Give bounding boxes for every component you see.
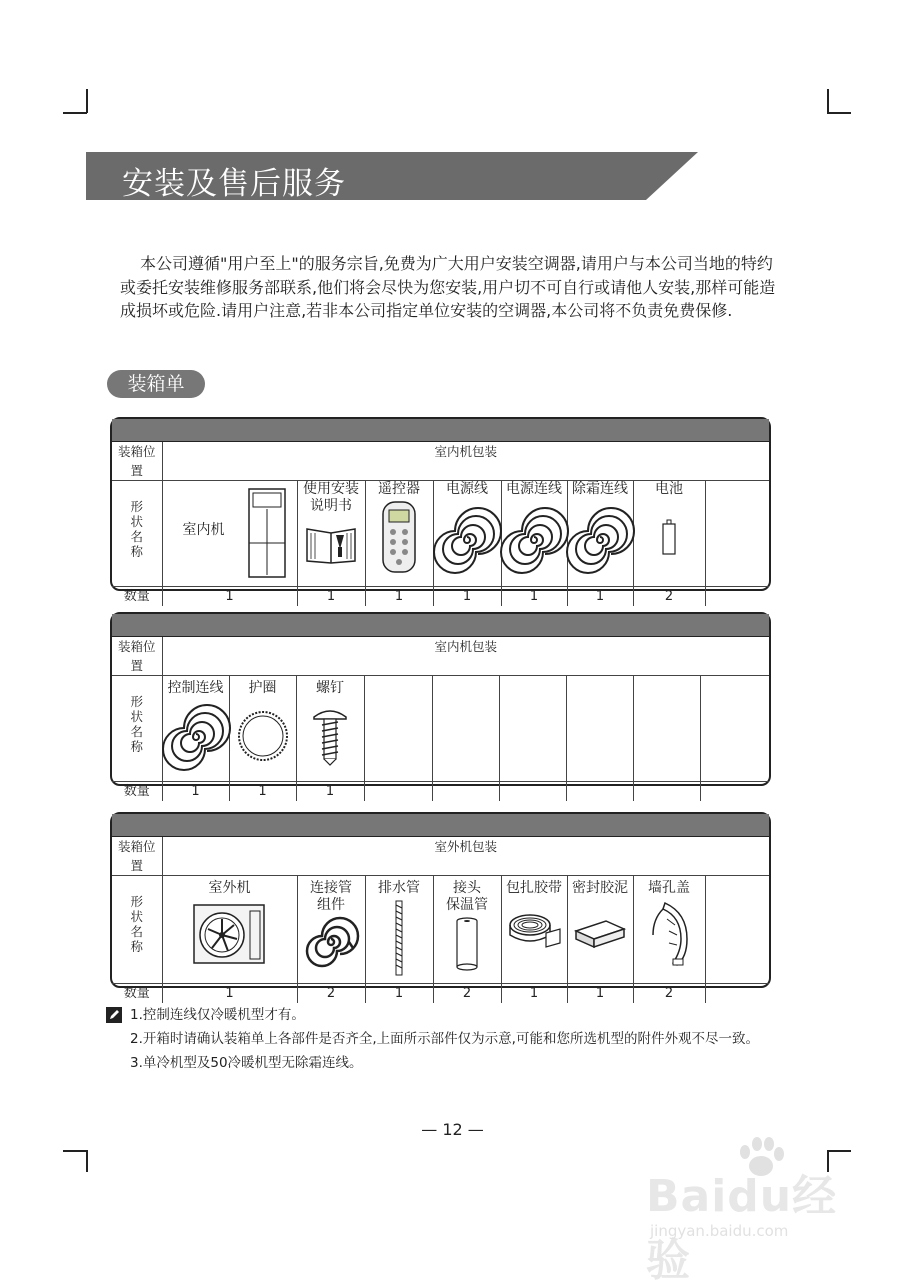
item-qty [700,782,769,802]
item-control-connection [162,676,229,782]
packing-table-2 [110,612,771,799]
package-label: 室外机包装 [162,837,769,876]
item-screw [296,676,364,782]
book-icon [304,521,358,565]
packing-table-3 [110,812,771,1001]
item-qty: 1 [229,782,296,802]
shape-name-label: 形 状 名 称 [112,676,162,782]
crop-mark-bottom-left-h [63,1150,87,1152]
table-header-bar [112,814,769,837]
item-qty: 1 [567,984,633,1004]
watermark [636,1140,876,1286]
item-sealing-putty [567,876,633,984]
item-qty [499,782,566,802]
packing-table-1 [110,417,771,604]
shape-name-label: 形 状 名 称 [112,481,162,587]
item-outdoor-unit [162,876,297,984]
package-label: 室内机包装 [162,637,769,676]
pencil-note-icon [106,1007,122,1023]
item-label: 控制连线 [167,680,224,696]
intro-paragraph [120,252,780,323]
item-power-connection [501,481,567,587]
item-qty [705,587,769,607]
item-insulation-tube [433,876,501,984]
intro-text: 本公司遵循"用户至上"的服务宗旨,免费为广大用户安装空调器,请用户与本公司当地的特约或委托安装维修服务部联系,他们将会尽快为您安装,用户切不可自行或请他人安装,那样可能造成损坏或危险.请用户注意,若非本公司指定单位安装的空调器,本公司将不负责免费保修. [120,254,776,320]
item-qty: 1 [501,984,567,1004]
item-qty [633,782,700,802]
packing-list-label: 装箱单 [107,370,205,398]
tape-roll-icon [506,907,562,951]
screw-icon [310,705,350,765]
item-power-cord [433,481,501,587]
item-label: 密封胶泥 [572,880,628,896]
crop-mark-top-right-h [827,112,851,114]
table-header-bar [112,614,769,637]
item-qty: 1 [501,587,567,607]
item-qty: 1 [567,587,633,607]
item-label: 遥控器 [378,481,420,497]
item-label: 室外机 [208,880,251,896]
table-header-bar [112,419,769,442]
crop-mark-top-left-h [63,112,87,114]
item-manual [297,481,365,587]
coil-icon [170,711,222,763]
item-label: 连接管 组件 [310,880,352,913]
battery-icon [659,518,679,558]
item-wall-hole-cover [633,876,705,984]
item-indoor-unit [162,481,297,587]
item-qty [705,984,769,1004]
quantity-label: 数量 [112,782,162,802]
item-qty: 1 [433,587,501,607]
note-text: 3.单冷机型及50冷暖机型无除霜连线。 [130,1055,363,1071]
title-banner [86,152,698,200]
item-qty: 2 [433,984,501,1004]
position-label: 装箱位置 [112,637,162,676]
item-drain-pipe [365,876,433,984]
watermark-url: jingyan.baidu.com [650,1222,789,1240]
shape-name-label: 形 状 名 称 [112,876,162,984]
item-qty: 1 [162,984,297,1004]
pipe-coil-icon [307,918,355,966]
item-guard-ring [229,676,296,782]
crop-mark-top-right-v [827,89,829,113]
item-label: 电源线 [446,481,488,497]
item-qty: 1 [297,587,365,607]
item-remote [365,481,433,587]
item-qty: 1 [162,587,297,607]
putty-block-icon [572,915,628,949]
item-qty [432,782,499,802]
item-label: 护圈 [248,680,277,696]
item-qty: 2 [633,984,705,1004]
drain-pipe-icon [392,899,406,977]
guard-ring-icon [236,709,290,763]
item-label: 电池 [655,481,683,497]
item-label: 电源连线 [506,481,562,497]
watermark-brand: Baidu经验 [646,1171,838,1286]
item-qty: 1 [296,782,364,802]
item-defrost-connection [567,481,633,587]
item-empty [633,676,700,782]
item-empty [499,676,566,782]
item-qty: 1 [365,587,433,607]
item-qty: 1 [162,782,229,802]
note-text: 2.开箱时请确认装箱单上各部件是否齐全,上面所示部件仅为示意,可能和您所选机型的附件外观不尽一致。 [130,1031,759,1047]
wall-cover-icon [647,899,691,969]
item-qty [364,782,432,802]
note-text: 1.控制连线仅冷暖机型才有。 [130,1007,305,1023]
note-row [106,1003,759,1027]
item-qty: 2 [633,587,705,607]
page-title: 安装及售后服务 [122,166,346,202]
crop-mark-top-left-v [86,89,88,113]
item-label: 包扎胶带 [506,880,562,896]
coil-icon [508,514,560,566]
page-number: — 12 — [421,1120,484,1139]
quantity-label: 数量 [112,587,162,607]
item-qty [566,782,633,802]
indoor-unit-icon [247,487,287,579]
item-connecting-pipe [297,876,365,984]
item-label: 螺钉 [316,680,344,696]
coil-icon [574,514,626,566]
item-qty: 2 [297,984,365,1004]
item-label: 接头 保温管 [446,880,488,913]
item-binding-tape [501,876,567,984]
notes [106,1003,759,1075]
item-label: 室内机 [182,522,225,538]
item-empty [566,676,633,782]
item-label: 排水管 [378,880,420,896]
item-label: 使用安装 说明书 [303,481,359,514]
item-empty [705,481,769,587]
crop-mark-bottom-left-v [86,1150,88,1172]
package-label: 室内机包装 [162,442,769,481]
outdoor-unit-icon [190,901,270,967]
item-empty [364,676,432,782]
item-qty: 1 [365,984,433,1004]
position-label: 装箱位置 [112,442,162,481]
position-label: 装箱位置 [112,837,162,876]
coil-icon [441,514,493,566]
item-empty [705,876,769,984]
item-battery [633,481,705,587]
insulation-tube-icon [453,916,481,972]
item-label: 墙孔盖 [648,880,690,896]
item-empty [432,676,499,782]
item-label: 除霜连线 [572,481,628,497]
item-empty [700,676,769,782]
quantity-label: 数量 [112,984,162,1004]
remote-control-icon [379,500,419,574]
